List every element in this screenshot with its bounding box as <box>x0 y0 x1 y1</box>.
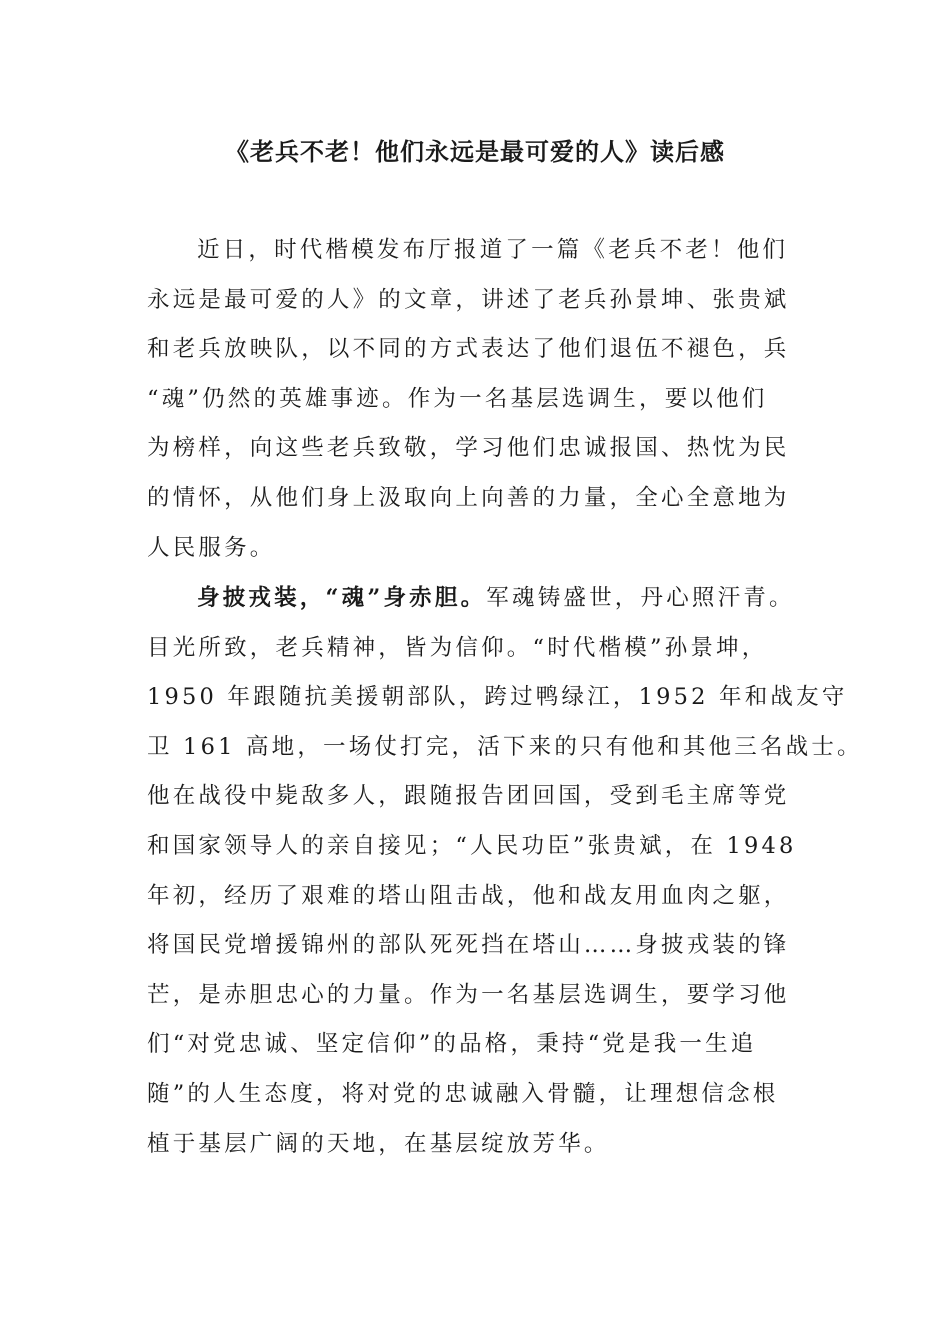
paragraph-line: 为榜样，向这些老兵致敬，学习他们忠诚报国、热忱为民 <box>147 435 790 462</box>
paragraph-line: 将国民党增援锦州的部队死死挡在塔山……身披戎装的锋 <box>147 932 790 959</box>
paragraph-line: 卫 161 高地，一场仗打完，活下来的只有他和其他三名战士。 <box>147 733 863 760</box>
paragraph-line: 植于基层广阔的天地，在基层绽放芳华。 <box>147 1130 610 1157</box>
paragraph-line: “魂”仍然的英雄事迹。作为一名基层选调生，要以他们 <box>147 385 768 412</box>
paragraph-line: 的情怀，从他们身上汲取向上向善的力量，全心全意地为 <box>147 484 790 511</box>
section-heading: 身披戎装，“魂”身赤胆。 <box>197 585 487 611</box>
paragraph-line: 近日，时代楷模发布厅报道了一篇《老兵不老！他们 <box>197 237 789 263</box>
paragraph-line: 永远是最可爱的人》的文章，讲述了老兵孙景坤、张贵斌 <box>147 286 790 313</box>
paragraph-first-line <box>147 574 847 624</box>
paragraph-section-1 <box>147 574 863 1169</box>
paragraph-line: 和老兵放映队，以不同的方式表达了他们退伍不褪色，兵 <box>147 336 790 363</box>
paragraph-line: 们“对党忠诚、坚定信仰”的品格，秉持“党是我一生追 <box>147 1031 757 1058</box>
paragraph-line: 年初，经历了艰难的塔山阻击战，他和战友用血肉之躯， <box>147 882 790 909</box>
paragraph-line: 芒，是赤胆忠心的力量。作为一名基层选调生，要学习他 <box>147 981 790 1008</box>
paragraph-line: 目光所致，老兵精神，皆为信仰。“时代楷模”孙景坤， <box>147 634 768 661</box>
document-title: 《老兵不老！他们永远是最可爱的人》读后感 <box>225 137 725 166</box>
paragraph-line: 和国家领导人的亲自接见；“人民功臣”张贵斌，在 1948 <box>147 832 797 859</box>
paragraph-line: 随”的人生态度，将对党的忠诚融入骨髓，让理想信念根 <box>147 1080 779 1107</box>
paragraph-line: 他在战役中毙敌多人，跟随报告团回国，受到毛主席等党 <box>147 783 790 810</box>
paragraph-line-rest: 军魂铸盛世，丹心照汗青。 <box>486 585 795 611</box>
paragraph-line: 1950 年跟随抗美援朝部队，跨过鸭绿江，1952 年和战友守 <box>147 684 848 711</box>
paragraph-line: 人民服务。 <box>147 534 276 561</box>
paragraph-intro <box>147 226 847 573</box>
